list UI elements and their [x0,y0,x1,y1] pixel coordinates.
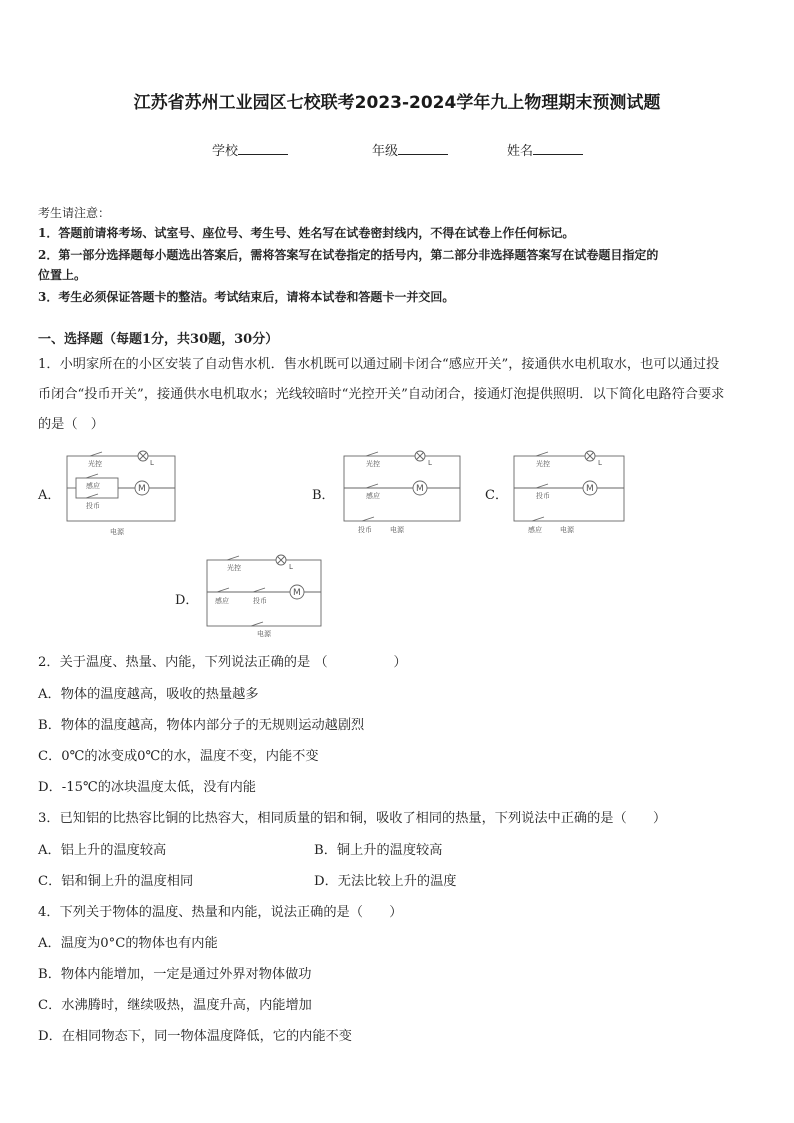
grade-field[interactable] [372,140,448,159]
circuit-d-lamp-label: L [289,563,293,571]
name-label: 姓名 [507,144,534,159]
circuit-c-sense-label: 感应 [528,526,542,534]
name-blank[interactable] [533,143,583,155]
q1-stem-line-1: 1．小明家所在的小区安装了自动售水机．售水机既可以通过刷卡闭合“感应开关”，接通供水电机取水，也可以通过投 [38,357,720,372]
q3-option-c[interactable]: C．铝和铜上升的温度相同 [38,874,194,889]
notice-item-1: 1．答题前请将考场、试室号、座位号、考生号、姓名写在试卷密封线内，不得在试卷上作任何标记。 [38,226,575,240]
q1-stem-line-2: 币闭合“投币开关”，接通供水电机取水；光线较暗时“光控开关”自动闭合，接通灯泡提供照明．以下简化电路符合要求 [38,387,725,402]
q3-stem: 3．已知铝的比热容比铜的比热容大，相同质量的铝和铜，吸收了相同的热量，下列说法中正确的是（ ） [38,811,667,826]
circuit-d-coin-label: 投币 [253,597,267,605]
q3-option-b[interactable]: B．铜上升的温度较高 [314,843,443,858]
q2-stem: 2．关于温度、热量、内能，下列说法正确的是 （ ） [38,655,407,670]
q4-option-c[interactable]: C．水沸腾时，继续吸热，温度升高，内能增加 [38,998,312,1013]
circuit-d-sense-label: 感应 [215,597,229,605]
paper-title: 江苏省苏州工业园区七校联考2023-2024学年九上物理期末预测试题 [133,93,661,113]
q1-option-b[interactable]: B． [312,488,335,503]
q1-option-d[interactable]: D． [175,593,199,608]
circuit-a-coin-label: 投币 [86,502,100,510]
circuit-c-diagram [510,448,628,540]
q4-option-b[interactable]: B．物体内能增加，一定是通过外界对物体做功 [38,967,312,982]
school-blank[interactable] [238,143,288,155]
q3-option-a[interactable]: A．铝上升的温度较高 [38,843,167,858]
circuit-d-motor-label: M [293,588,301,598]
notice-item-2: 2．第一部分选择题每小题选出答案后，需将答案写在试卷指定的括号内，第二部分非选择题答案写在试卷题目指定的 [38,248,659,262]
circuit-c-lamp-label: L [598,459,602,467]
q2-option-c[interactable]: C．0℃的冰变成0℃的水，温度不变，内能不变 [38,749,319,764]
q3-option-d[interactable]: D．无法比较上升的温度 [314,874,457,889]
circuit-b-sense-label: 感应 [366,492,380,500]
circuit-b-coin-label: 投币 [358,526,372,534]
circuit-c-coin-label: 投币 [536,492,550,500]
circuit-c-power-label: 电源 [560,526,574,534]
circuit-d-power-label: 电源 [257,630,271,638]
circuit-c-motor-label: M [586,484,594,494]
q2-option-a[interactable]: A．物体的温度越高，吸收的热量越多 [38,687,259,702]
q1-stem-line-3: 的是（ ） [38,417,104,432]
q2-option-d[interactable]: D．-15℃的冰块温度太低，没有内能 [38,780,256,795]
circuit-d-diagram [203,550,325,640]
circuit-b-lamp-label: L [428,459,432,467]
circuit-a-lamp-label: L [150,459,154,467]
school-field[interactable] [212,140,288,159]
notice-item-2-cont: 位置上。 [38,268,87,282]
circuit-b-motor-label: M [416,484,424,494]
notice-item-3: 3．考生必须保证答题卡的整洁。考试结束后，请将本试卷和答题卡一并交回。 [38,290,455,304]
q4-option-d[interactable]: D．在相同物态下，同一物体温度降低，它的内能不变 [38,1029,352,1044]
grade-label: 年级 [372,144,399,159]
circuit-a-power-label: 电源 [110,528,124,536]
name-field[interactable] [507,140,583,159]
school-label: 学校 [212,144,239,159]
q1-option-c[interactable]: C． [485,488,508,503]
circuit-b-light-switch-label: 光控 [366,460,380,468]
circuit-a-motor-label: M [138,484,146,494]
circuit-d-light-switch-label: 光控 [227,564,241,572]
section-heading: 一、选择题（每题1分，共30题，30分） [38,332,279,347]
q4-option-a[interactable]: A．温度为0°C的物体也有内能 [38,936,218,951]
circuit-b-diagram [340,448,465,540]
notice-heading: 考生请注意： [38,206,111,220]
q4-stem: 4．下列关于物体的温度、热量和内能，说法正确的是（ ） [38,905,403,920]
circuit-a-diagram [62,450,180,540]
grade-blank[interactable] [398,143,448,155]
q1-option-a[interactable]: A． [38,488,61,503]
circuit-b-power-label: 电源 [390,526,404,534]
circuit-a-sense-label: 感应 [86,482,100,490]
circuit-a-light-switch-label: 光控 [88,460,102,468]
circuit-c-light-switch-label: 光控 [536,460,550,468]
q2-option-b[interactable]: B．物体的温度越高，物体内部分子的无规则运动越剧烈 [38,718,365,733]
